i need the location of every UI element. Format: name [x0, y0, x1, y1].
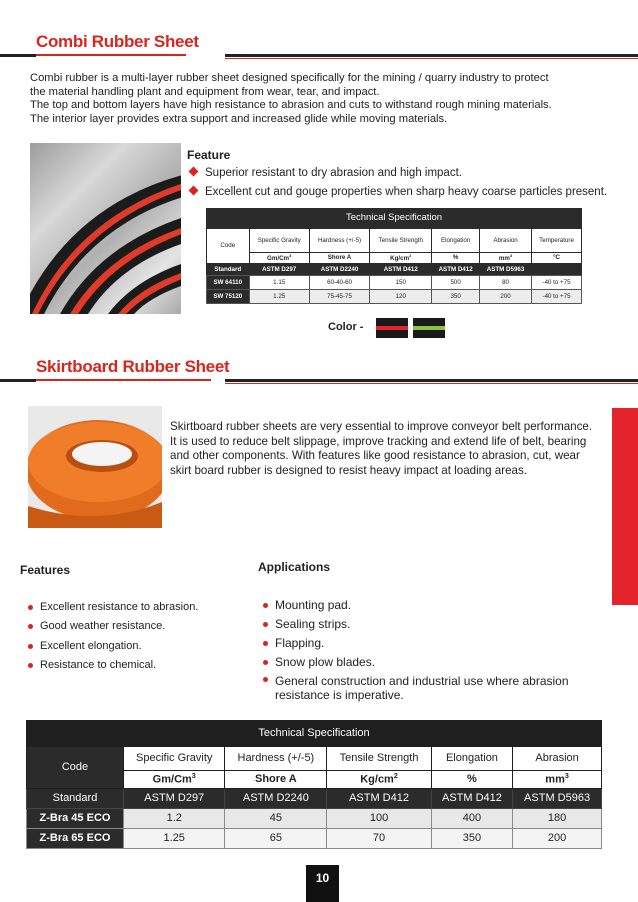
spec-cell: SW 64110 — [207, 275, 250, 289]
skirtboard-applications-title: Applications — [258, 560, 331, 574]
side-tab-accent — [612, 408, 638, 605]
spec-unit: $mm^3$ — [480, 252, 532, 263]
spec-cell: ASTM D412 — [432, 263, 480, 275]
list-item: Mounting pad. — [263, 596, 608, 615]
spec-cell: ASTM D412 — [431, 788, 512, 808]
color-swatch-green-stripe — [413, 318, 445, 338]
combi-section-header — [0, 32, 638, 72]
spec-unit: $mm^3$ — [513, 770, 602, 788]
spec-cell: ASTM D412 — [327, 788, 431, 808]
table-row — [207, 289, 582, 303]
combi-spec-table — [206, 208, 582, 304]
spec-header-hardness: Hardness (+/-5) — [225, 746, 327, 770]
spec-cell: 350 — [431, 828, 512, 848]
combi-description-line: the material handling plant and equipment from wear, tear, and impact. — [30, 85, 380, 98]
spec-cell: 500 — [432, 275, 480, 289]
spec-header-abrasion: Abrasion — [480, 228, 532, 252]
spec-unit: Shore A — [309, 252, 369, 263]
bullet-dot-icon — [28, 663, 33, 668]
spec-cell: 100 — [327, 808, 431, 828]
spec-cell — [532, 263, 582, 275]
spec-cell: ASTM D297 — [124, 788, 225, 808]
spec-cell: 350 — [432, 289, 480, 303]
skirtboard-applications-list — [263, 596, 608, 702]
bullet-dot-icon — [263, 622, 268, 627]
header-rule-left — [0, 54, 36, 57]
spec-unit: % — [432, 252, 480, 263]
skirtboard-description-line: It is used to reduce belt slippage, improve tracking and extend life of belt, bearing — [170, 434, 587, 448]
skirtboard-roll-illustration — [28, 406, 162, 528]
list-item: Flapping. — [263, 634, 608, 653]
spec-cell: 200 — [480, 289, 532, 303]
skirtboard-spec-caption: Technical Specification — [258, 726, 370, 739]
spec-header-abrasion: Abrasion — [513, 746, 602, 770]
skirtboard-spec-header-row — [27, 746, 602, 770]
header-rule-accent — [36, 54, 186, 56]
spec-header-temperature: Temperature — [532, 228, 582, 252]
spec-cell: ASTM D5963 — [513, 788, 602, 808]
spec-unit: Gm/Cm$^3$ — [249, 252, 309, 263]
spec-unit: Shore A — [225, 770, 327, 788]
bullet-dot-icon — [263, 660, 268, 665]
skirtboard-rubber-photo — [28, 406, 162, 528]
header-rule-right — [225, 54, 638, 57]
skirtboard-description-line: Skirtboard rubber sheets are very essential to improve conveyor belt performance. — [170, 420, 593, 433]
spec-cell: ASTM D297 — [249, 263, 309, 275]
spec-header-gravity: Specific Gravity — [124, 746, 225, 770]
spec-cell: 1.2 — [124, 808, 225, 828]
spec-cell: 45 — [225, 808, 327, 828]
table-row — [207, 275, 582, 289]
spec-unit: °C — [532, 252, 582, 263]
spec-unit: Gm/Cm$^3$ — [124, 770, 225, 788]
spec-cell: ASTM D5963 — [480, 263, 532, 275]
spec-cell: 200 — [513, 828, 602, 848]
list-item: Snow plow blades. — [263, 653, 608, 672]
spec-cell: 75-45-75 — [309, 289, 369, 303]
spec-cell: ASTM D412 — [370, 263, 432, 275]
skirtboard-spec-table — [26, 720, 602, 849]
combi-feature-text: Excellent cut and gouge properties when sharp heavy coarse particles present. — [205, 186, 608, 198]
bullet-dot-icon — [28, 644, 33, 649]
combi-feature-item — [190, 167, 462, 179]
combi-rubber-roll-illustration — [30, 143, 181, 314]
table-row — [27, 808, 602, 828]
bullet-dot-icon — [28, 624, 33, 629]
skirtboard-title: Skirtboard Rubber Sheet — [36, 357, 230, 376]
bullet-dot-icon — [28, 605, 33, 610]
diamond-bullet-icon — [189, 167, 199, 177]
combi-description — [30, 72, 615, 126]
spec-cell: Z-Bra 45 ECO — [27, 808, 124, 828]
skirtboard-description-line: and other components. With features like good resistance to abrasion, cut, wear — [170, 449, 580, 462]
table-row — [27, 828, 602, 848]
spec-cell: ASTM D2240 — [225, 788, 327, 808]
skirtboard-section-header — [0, 357, 638, 397]
spec-cell: -40 to +75 — [532, 275, 582, 289]
combi-spec-header-row — [207, 228, 582, 252]
spec-cell: -40 to +75 — [532, 289, 582, 303]
spec-cell: 180 — [513, 808, 602, 828]
spec-cell: 1.25 — [124, 828, 225, 848]
list-item: Resistance to chemical. — [28, 656, 248, 675]
header-rule-left — [0, 379, 36, 382]
spec-header-tensile: Tensile Strength — [327, 746, 431, 770]
skirtboard-features-list — [28, 598, 248, 675]
spec-cell: 150 — [370, 275, 432, 289]
spec-header-code: Code — [27, 746, 124, 788]
combi-title: Combi Rubber Sheet — [36, 32, 199, 51]
header-rule-right — [225, 379, 638, 382]
spec-cell: Standard — [27, 788, 124, 808]
bullet-dot-icon — [263, 677, 268, 682]
combi-description-line: The top and bottom layers have high resistance to abrasion and cuts to withstand rough mining materials. — [30, 99, 552, 111]
spec-cell: 1.15 — [249, 275, 309, 289]
list-item: General construction and industrial use where abrasion resistance is imperative. — [263, 672, 608, 702]
combi-rubber-photo — [30, 143, 181, 314]
header-rule-right-accent — [225, 58, 638, 59]
list-item: Sealing strips. — [263, 615, 608, 634]
spec-cell: Standard — [207, 263, 250, 275]
spec-unit: $Kg/cm^2$ — [370, 252, 432, 263]
spec-header-hardness: Hardness (+/-5) — [309, 228, 369, 252]
spec-cell: 65 — [225, 828, 327, 848]
bullet-dot-icon — [263, 603, 268, 608]
spec-unit: $Kg/cm^2$ — [327, 770, 431, 788]
spec-cell: 70 — [327, 828, 431, 848]
combi-description-line: Combi rubber is a multi-layer rubber sheet designed specifically for the mining / quarry industry to protect — [30, 72, 549, 84]
combi-feature-title: Feature — [187, 148, 231, 162]
spec-cell: 80 — [480, 275, 532, 289]
combi-spec-caption: Technical Specification — [345, 212, 443, 224]
spec-header-gravity: Specific Gravity — [249, 228, 309, 252]
spec-header-code: Code — [207, 228, 250, 263]
spec-cell: 120 — [370, 289, 432, 303]
skirtboard-description-line: skirt board rubber is designed to resist heavy impact at loading areas. — [170, 463, 528, 477]
header-rule-accent — [36, 379, 211, 381]
skirtboard-description — [170, 420, 610, 478]
spec-cell: 1.25 — [249, 289, 309, 303]
combi-description-line: The interior layer provides extra support and increased glide while moving materials. — [30, 112, 448, 125]
bullet-dot-icon — [263, 641, 268, 646]
spec-header-elongation: Elongation — [431, 746, 512, 770]
spec-cell: ASTM D2240 — [309, 263, 369, 275]
spec-header-tensile: Tensile Strength — [370, 228, 432, 252]
spec-cell: 60-40-60 — [309, 275, 369, 289]
header-rule-right-accent — [225, 383, 638, 384]
combi-spec-unit-row — [207, 252, 582, 263]
swatch-stripe — [376, 326, 408, 330]
combi-feature-text: Superior resistant to dry abrasion and high impact. — [205, 167, 462, 179]
color-swatch-red-stripe — [376, 318, 408, 338]
list-item: Good weather resistance. — [28, 617, 248, 636]
combi-feature-item — [190, 186, 607, 198]
list-item: Excellent elongation. — [28, 637, 248, 656]
swatch-stripe — [413, 326, 445, 330]
page-number: 10 — [306, 865, 339, 902]
spec-unit: % — [431, 770, 512, 788]
diamond-bullet-icon — [189, 186, 199, 196]
spec-cell: SW 75120 — [207, 289, 250, 303]
color-label: Color - — [328, 321, 364, 333]
spec-header-elongation: Elongation — [432, 228, 480, 252]
skirtboard-spec-standard-row — [27, 788, 602, 808]
combi-spec-standard-row — [207, 263, 582, 275]
spec-cell: 400 — [431, 808, 512, 828]
spec-cell: Z-Bra 65 ECO — [27, 828, 124, 848]
skirtboard-features-title: Features — [20, 563, 71, 577]
list-item: Excellent resistance to abrasion. — [28, 598, 248, 617]
